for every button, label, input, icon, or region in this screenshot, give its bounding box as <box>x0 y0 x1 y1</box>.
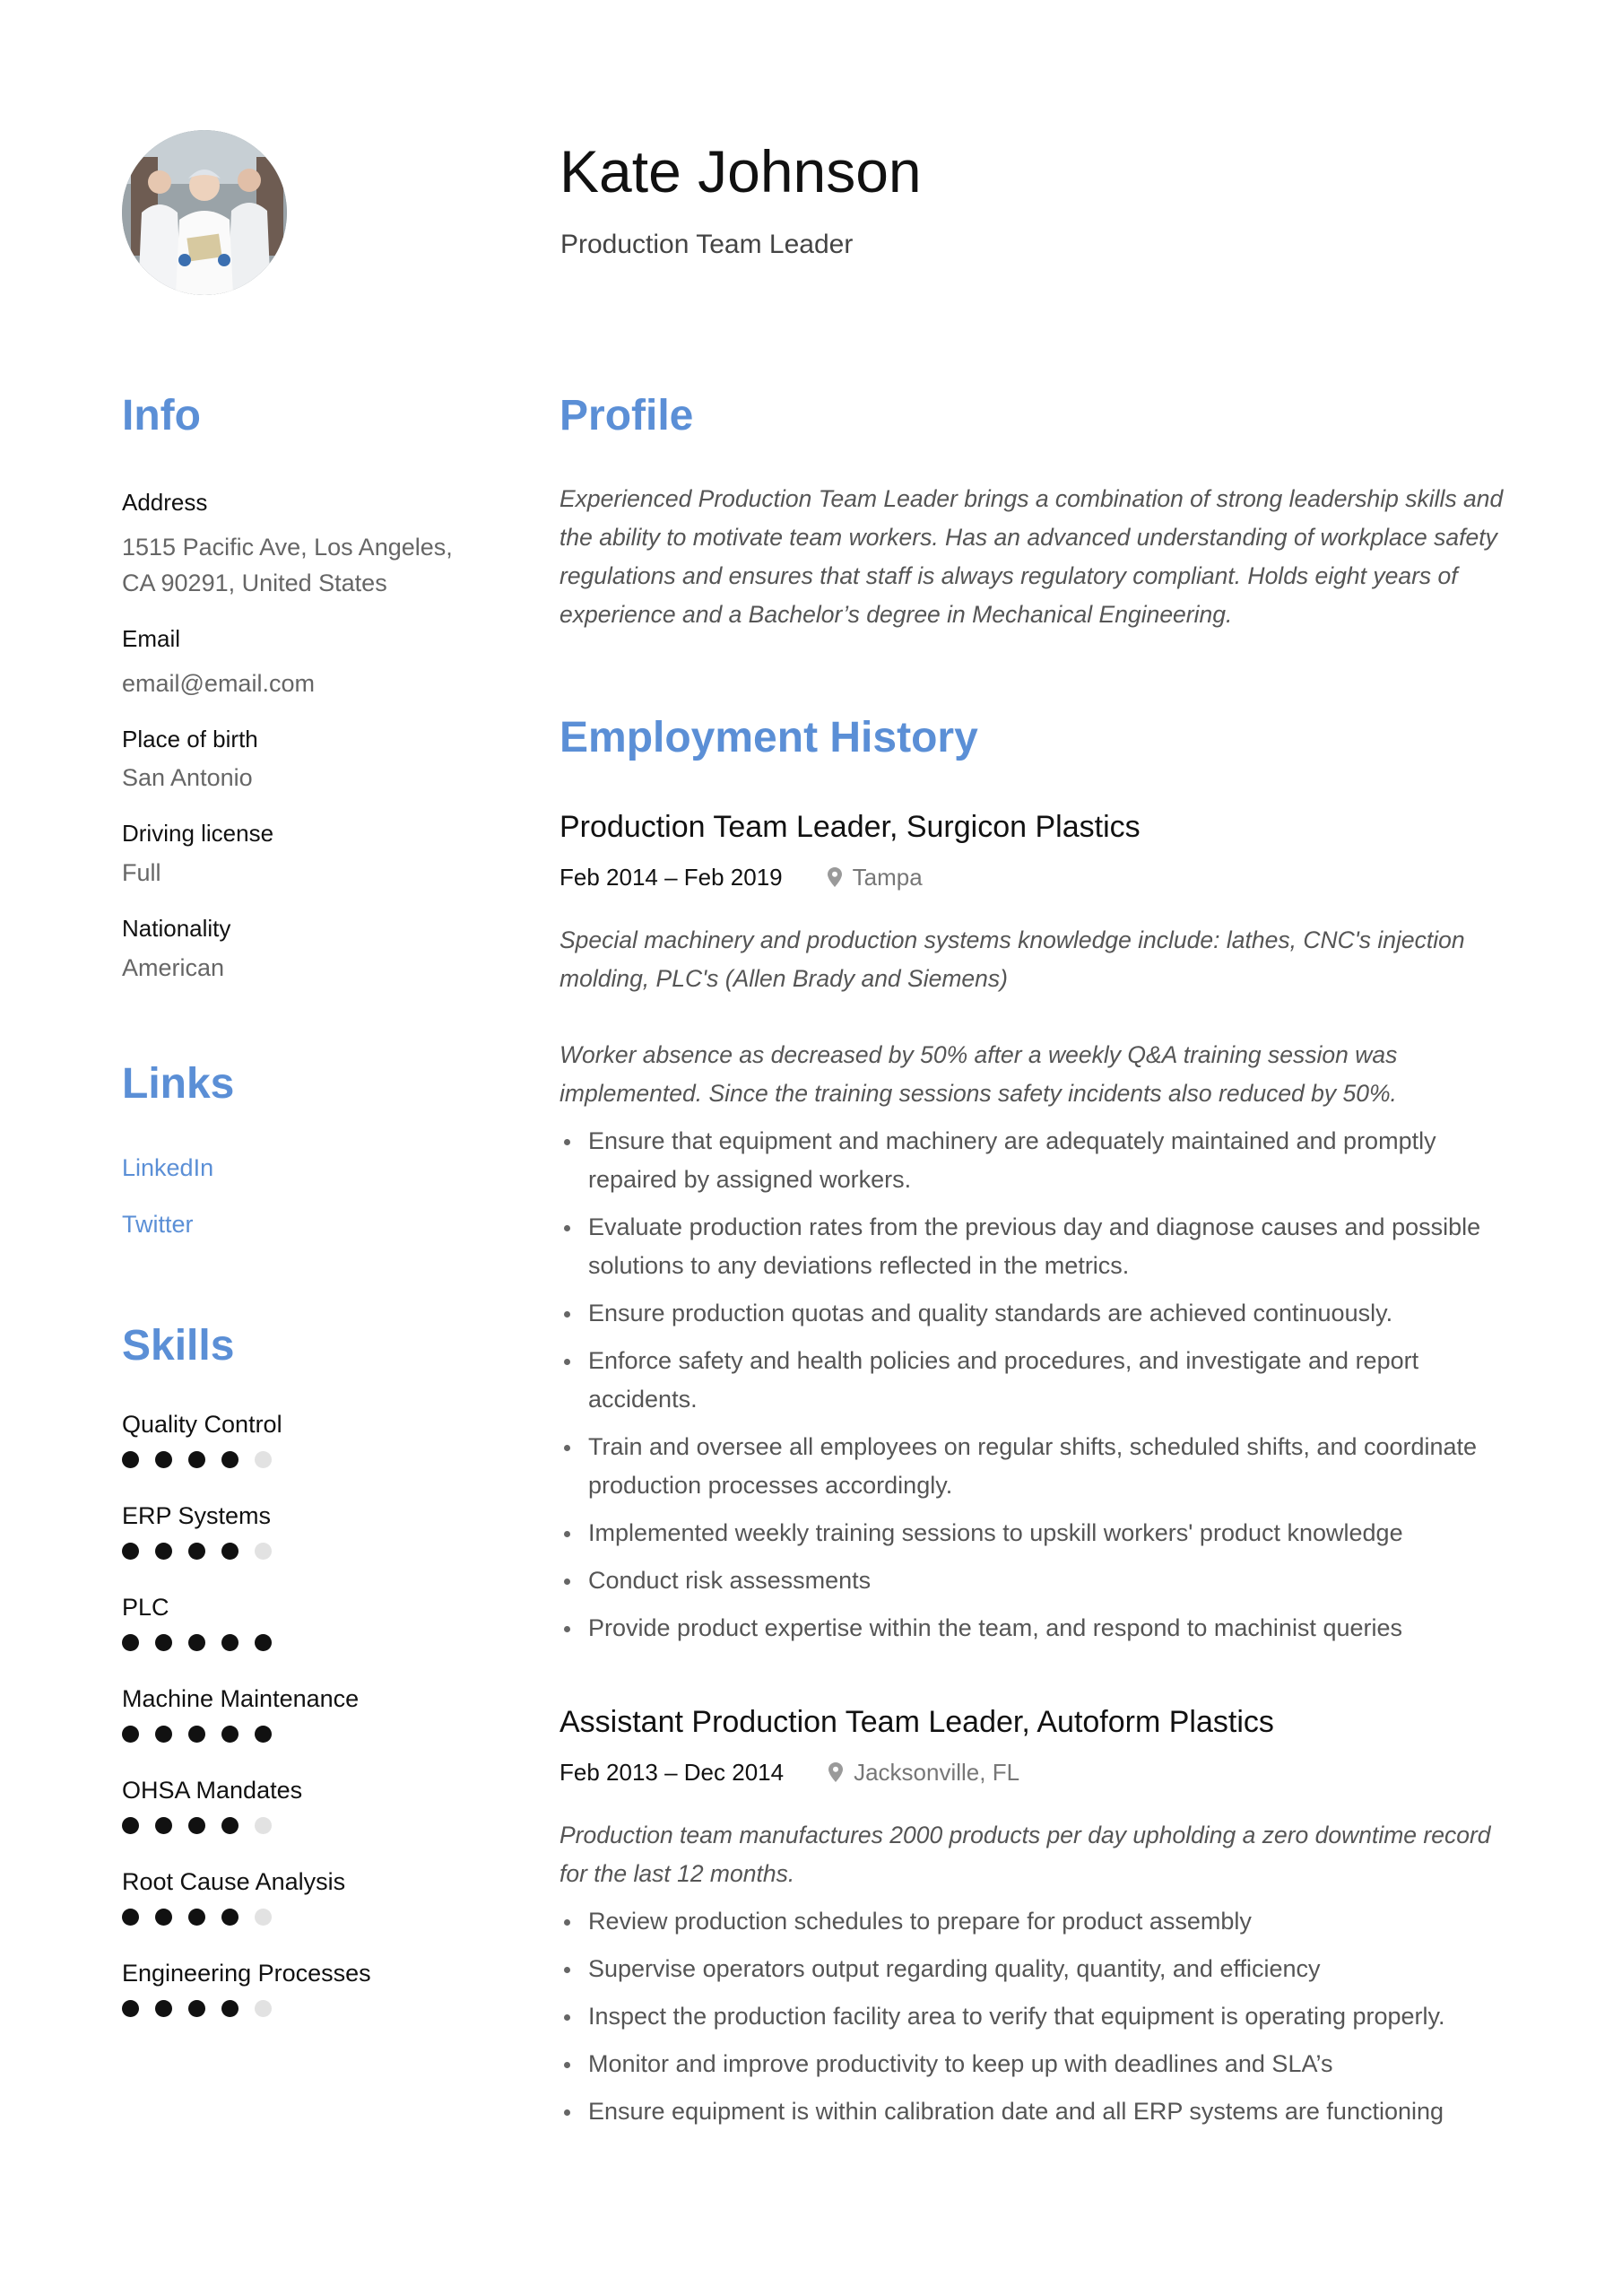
list-item: Review production schedules to prepare for product assembly <box>559 1902 1519 1941</box>
rating-dot-empty <box>255 1451 272 1468</box>
skill-rating <box>122 2000 463 2017</box>
rating-dot-filled <box>221 1451 239 1468</box>
email-block <box>122 624 463 701</box>
links-heading: Links <box>122 1059 235 1108</box>
profile-photo <box>122 130 287 295</box>
rating-dot-filled <box>122 1543 139 1560</box>
skill-name: OHSA Mandates <box>122 1776 303 1804</box>
nationality-value: American <box>122 953 225 981</box>
skills-list <box>122 1410 463 2053</box>
skill-rating <box>122 1451 463 1468</box>
job-description: Special machinery and production systems knowledge include: lathes, CNC's injection molding, PLC's (Allen Brady and Siemens) <box>559 926 1465 992</box>
rating-dot-filled <box>155 1543 172 1560</box>
location-pin-icon <box>828 867 842 887</box>
rating-dot-filled <box>221 1817 239 1834</box>
skill-name: Root Cause Analysis <box>122 1867 346 1895</box>
job-location-text: Jacksonville, FL <box>854 1759 1020 1786</box>
rating-dot-filled <box>122 1817 139 1834</box>
skill-name: Machine Maintenance <box>122 1684 360 1712</box>
skill-name: ERP Systems <box>122 1501 272 1529</box>
profile-summary: Experienced Production Team Leader brings a combination of strong leadership skills and the ability to motivate team workers. Has an advanced understanding of workplace safety regulations and ensures that staff is always regulatory compliant. Holds eight years of experience and a Bachelor’s degree in Mechanical Engineering. <box>559 485 1504 628</box>
rating-dot-filled <box>155 2000 172 2017</box>
skill-item <box>122 1961 463 2053</box>
location-pin-icon <box>828 1762 843 1782</box>
rating-dot-filled <box>155 1451 172 1468</box>
rating-dot-filled <box>188 1451 205 1468</box>
left-column <box>122 392 463 2053</box>
rating-dot-filled <box>221 1909 239 1926</box>
info-heading: Info <box>122 392 201 439</box>
skill-rating <box>122 1726 463 1743</box>
skill-rating <box>122 1909 463 1926</box>
rating-dot-filled <box>221 2000 239 2017</box>
job-location-text: Tampa <box>852 864 923 891</box>
employment-heading: Employment History <box>559 714 978 761</box>
skill-item <box>122 1867 463 1961</box>
rating-dot-filled <box>188 1726 205 1743</box>
list-item: Provide product expertise within the team, and respond to machinist queries <box>559 1609 1519 1648</box>
rating-dot-filled <box>122 1909 139 1926</box>
profile-photo-image <box>122 130 287 295</box>
list-item: Monitor and improve productivity to keep up with deadlines and SLA’s <box>559 2045 1519 2083</box>
rating-dot-filled <box>188 1543 205 1560</box>
list-item: Supervise operators output regarding quality, quantity, and efficiency <box>559 1950 1519 1988</box>
rating-dot-filled <box>255 1634 272 1651</box>
nationality-block <box>122 914 463 986</box>
skill-rating <box>122 1543 463 1560</box>
skills-heading: Skills <box>122 1321 235 1370</box>
rating-dot-filled <box>188 1909 205 1926</box>
list-item: Ensure equipment is within calibration date and all ERP systems are functioning <box>559 2092 1519 2131</box>
job-dates: Feb 2013 – Dec 2014 <box>559 1759 785 1786</box>
email-value: email@email.com <box>122 669 315 697</box>
address-value: 1515 Pacific Ave, Los Angeles, CA 90291, United States <box>122 533 453 596</box>
job-dates: Feb 2014 – Feb 2019 <box>559 864 783 891</box>
birth-label: Place of birth <box>122 725 258 752</box>
skill-name: Quality Control <box>122 1410 282 1438</box>
rating-dot-filled <box>255 1726 272 1743</box>
license-block <box>122 819 463 891</box>
candidate-name: Kate Johnson <box>559 138 922 204</box>
job-location <box>828 1761 1019 1784</box>
skill-item <box>122 1501 463 1596</box>
rating-dot-filled <box>122 1451 139 1468</box>
twitter-link[interactable]: Twitter <box>122 1210 194 1238</box>
job-description: Production team manufactures 2000 products per day upholding a zero downtime record for the last 12 months. <box>559 1822 1491 1887</box>
job-title: Assistant Production Team Leader, Autoform Plastics <box>559 1705 1274 1739</box>
rating-dot-filled <box>221 1726 239 1743</box>
skill-rating <box>122 1817 463 1834</box>
skill-name: Engineering Processes <box>122 1959 371 1987</box>
job-bullets <box>559 1902 1519 2131</box>
rating-dot-empty <box>255 1543 272 1560</box>
list-item: Inspect the production facility area to verify that equipment is operating properly. <box>559 1997 1519 2036</box>
rating-dot-filled <box>221 1543 239 1560</box>
rating-dot-filled <box>155 1817 172 1834</box>
linkedin-link[interactable]: LinkedIn <box>122 1153 214 1181</box>
job-entry <box>559 812 1519 1648</box>
email-label: Email <box>122 624 181 652</box>
rating-dot-filled <box>122 1726 139 1743</box>
rating-dot-filled <box>221 1634 239 1651</box>
list-item: Ensure production quotas and quality standards are achieved continuously. <box>559 1294 1519 1333</box>
rating-dot-empty <box>255 2000 272 2017</box>
skill-name: PLC <box>122 1593 169 1621</box>
skill-item <box>122 1593 463 1687</box>
list-item: Ensure that equipment and machinery are adequately maintained and promptly repaired by assigned workers. <box>559 1122 1519 1199</box>
rating-dot-filled <box>188 1817 205 1834</box>
birth-block <box>122 725 463 796</box>
list-item: Train and oversee all employees on regular shifts, scheduled shifts, and coordinate production processes accordingly. <box>559 1428 1519 1505</box>
skill-item <box>122 1410 463 1504</box>
skill-item <box>122 1684 463 1779</box>
job-meta <box>559 865 1519 889</box>
rating-dot-filled <box>155 1634 172 1651</box>
candidate-title: Production Team Leader <box>560 230 854 259</box>
license-value: Full <box>122 859 161 887</box>
job-location <box>828 865 923 889</box>
rating-dot-filled <box>155 1909 172 1926</box>
rating-dot-empty <box>255 1909 272 1926</box>
list-item: Enforce safety and health policies and procedures, and investigate and report accidents. <box>559 1342 1519 1419</box>
skill-item <box>122 1776 463 1870</box>
rating-dot-filled <box>122 2000 139 2017</box>
skill-rating <box>122 1634 463 1651</box>
job-description: Worker absence as decreased by 50% after a weekly Q&A training session was implemented. Since the training sessions safety incidents also reduced by 50%. <box>559 1041 1398 1107</box>
address-label: Address <box>122 489 208 516</box>
list-item: Evaluate production rates from the previous day and diagnose causes and possible solutions to any deviations reflected in the metrics. <box>559 1208 1519 1285</box>
rating-dot-empty <box>255 1817 272 1834</box>
rating-dot-filled <box>188 1634 205 1651</box>
rating-dot-filled <box>122 1634 139 1651</box>
rating-dot-filled <box>188 2000 205 2017</box>
job-entry <box>559 1707 1519 2131</box>
job-bullets <box>559 1122 1519 1648</box>
list-item: Conduct risk assessments <box>559 1561 1519 1600</box>
birth-value: San Antonio <box>122 764 253 792</box>
job-meta <box>559 1761 1519 1784</box>
job-title: Production Team Leader, Surgicon Plastics <box>559 810 1141 844</box>
right-column <box>559 392 1519 2140</box>
profile-heading: Profile <box>559 392 694 439</box>
address-block <box>122 488 463 601</box>
license-label: Driving license <box>122 820 274 848</box>
rating-dot-filled <box>155 1726 172 1743</box>
nationality-label: Nationality <box>122 915 231 943</box>
list-item: Implemented weekly training sessions to upskill workers' product knowledge <box>559 1514 1519 1552</box>
